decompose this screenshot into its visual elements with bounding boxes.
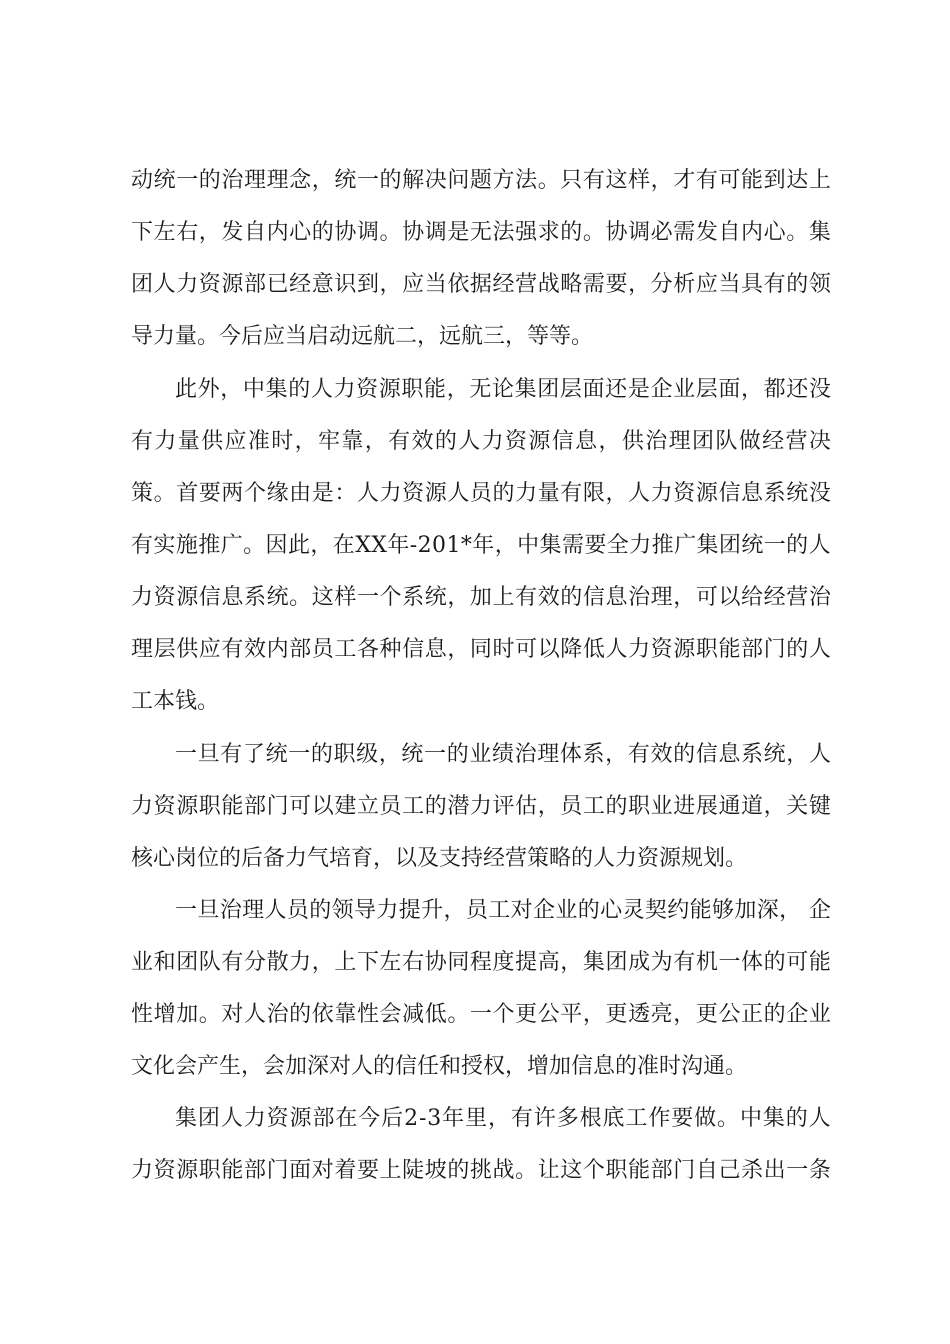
text-line: 业 和 团 队 有 分 散 力 ， 上 下 左 右 协 同 程 度 提 高 ， 集 团 成 为 有 机 一 体 的 可 能 [131, 950, 831, 975]
text-line: 下 左 右 ， 发 自 内 心 的 协 调 。 协 调 是 无 法 强 求 的 。 协 调 必 需 发 自 内 心 。 集 [131, 220, 831, 245]
text-line: 文化会产生，会加深对人的信任和授权，增加信息的准时沟通。 [131, 1054, 748, 1079]
text-line: 有 实 施 推 广 。 因 此 ， 在 X X 年 - 2 0 1 * 年 ， 中 集 需 要 全 力 推 广 集 团 统 一 的 人 [131, 533, 831, 558]
text-line: 力 资 源 信 息 系 统 。 这 样 一 个 系 统 ， 加 上 有 效 的 信 息 治 理 ， 可 以 给 经 营 治 [131, 585, 831, 610]
paragraph-first-line: 集 团 人 力 资 源 部 在 今 后 2 - 3 年 里 ， 有 许 多 根 底 工 作 要 做 。 中 集 的 人 [175, 1106, 831, 1131]
text-line: 核心岗位的后备力气培育，以及支持经营策略的人力资源规划。 [131, 846, 748, 871]
text-line: 动 统 一 的 治 理 理 念 ， 统 一 的 解 决 问 题 方 法 。 只 有 这 样 ， 才 有 可 能 到 达 上 [131, 168, 831, 193]
paragraph-first-line: 一 旦 治 理 人 员 的 领 导 力 提 升 ， 员 工 对 企 业 的 心 灵 契 约 能 够 加 深 ， 企 [175, 898, 831, 923]
text-line: 团 人 力 资 源 部 已 经 意 识 到 ， 应 当 依 据 经 营 战 略 需 要 ， 分 析 应 当 具 有 的 领 [131, 272, 831, 297]
text-line: 工本钱。 [131, 689, 220, 714]
text-line: 导力量。今后应当启动远航二，远航三，等等。 [131, 324, 594, 349]
text-line: 理 层 供 应 有 效 内 部 员 工 各 种 信 息 ， 同 时 可 以 降 低 人 力 资 源 职 能 部 门 的 人 [131, 637, 831, 662]
paragraph-first-line: 一 旦 有 了 统 一 的 职 级 ， 统 一 的 业 绩 治 理 体 系 ， 有 效 的 信 息 系 统 ， 人 [175, 742, 831, 767]
paragraph-first-line: 此 外 ， 中 集 的 人 力 资 源 职 能 ， 无 论 集 团 层 面 还 是 企 业 层 面 ， 都 还 没 [175, 377, 831, 402]
text-line: 力 资 源 职 能 部 门 面 对 着 要 上 陡 坡 的 挑 战 。 让 这 个 职 能 部 门 自 己 杀 出 一 条 [131, 1158, 831, 1183]
text-line: 性 增 加 。 对 人 治 的 依 靠 性 会 减 低 。 一 个 更 公 平 ， 更 透 亮 ， 更 公 正 的 企 业 [131, 1002, 831, 1027]
text-line: 策 。 首 要 两 个 缘 由 是 ： 人 力 资 源 人 员 的 力 量 有 限 ， 人 力 资 源 信 息 系 统 没 [131, 481, 831, 506]
text-line: 有 力 量 供 应 准 时 ， 牢 靠 ， 有 效 的 人 力 资 源 信 息 ， 供 治 理 团 队 做 经 营 决 [131, 429, 831, 454]
text-line: 力 资 源 职 能 部 门 可 以 建 立 员 工 的 潜 力 评 估 ， 员 工 的 职 业 进 展 通 道 ， 关 键 [131, 794, 831, 819]
